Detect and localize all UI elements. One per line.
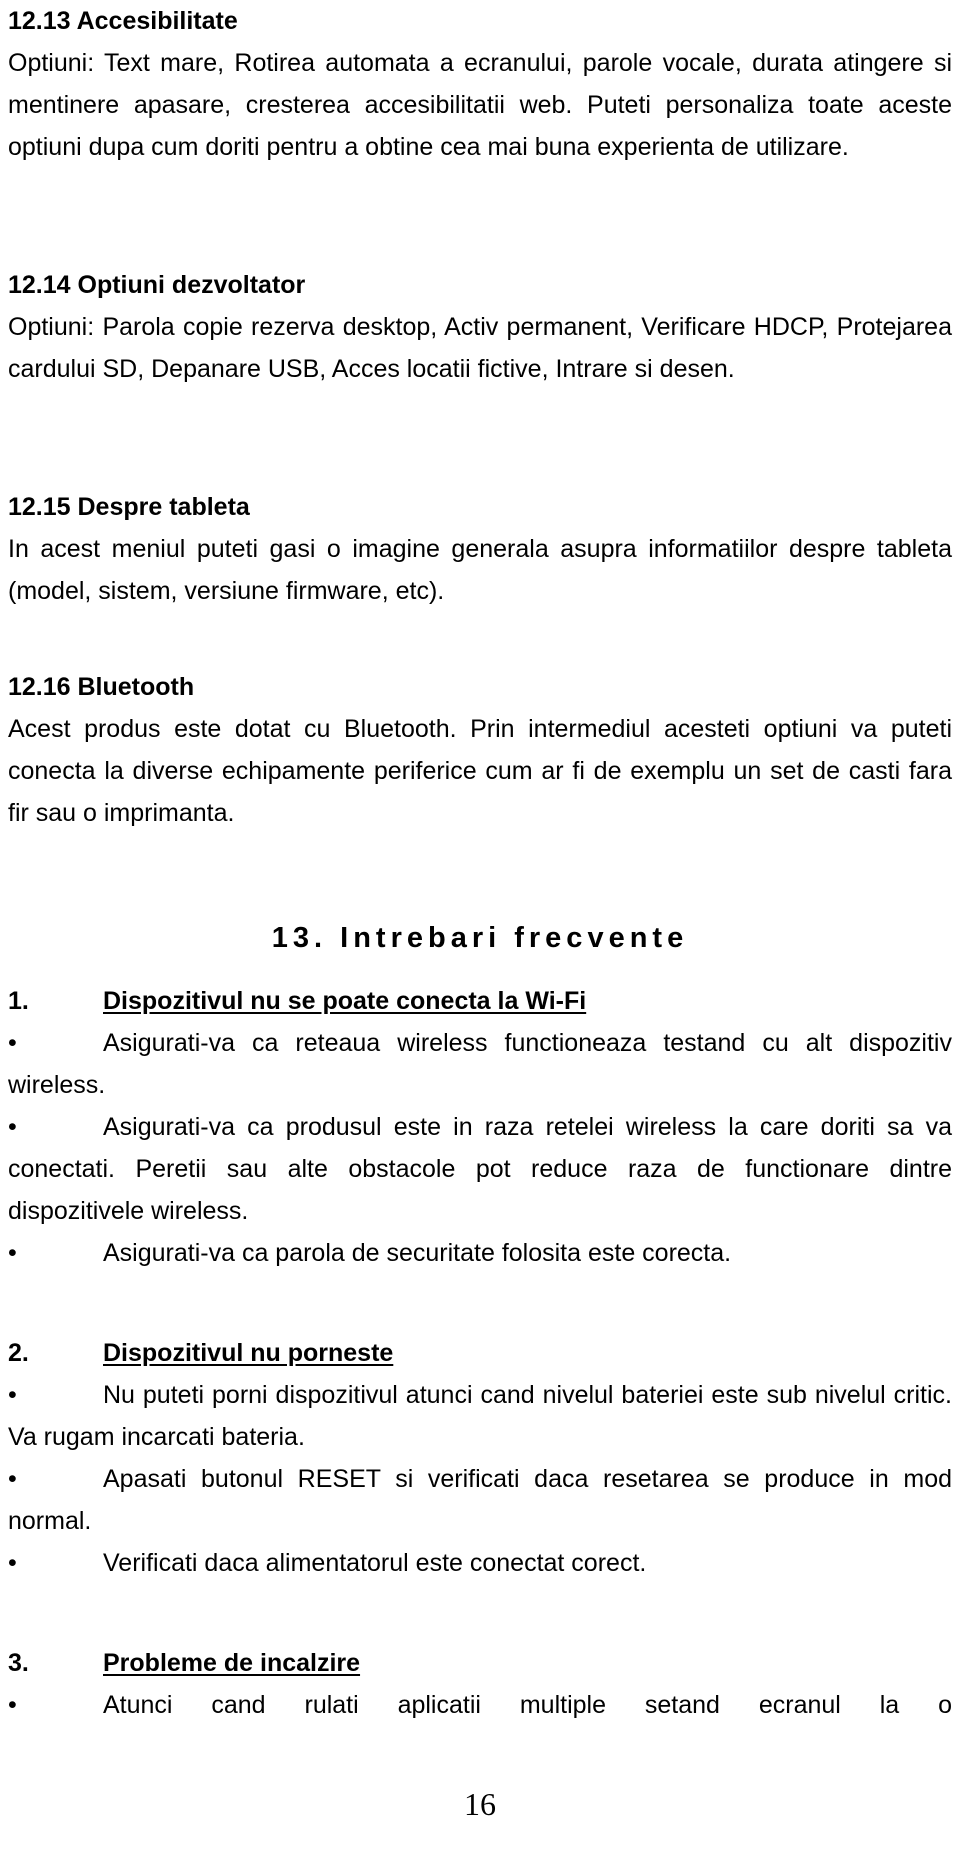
faq-bullet: • Atunci cand rulati aplicatii multiple setand ecranul la o xyxy=(8,1684,952,1726)
bullet-icon: • xyxy=(8,1239,17,1267)
faq-bullet: • Asigurati-va ca reteaua wireless functioneaza testand cu alt dispozitiv wireless. xyxy=(8,1022,952,1106)
faq-item-incalzire xyxy=(8,1642,952,1726)
section-heading: 12.14 Optiuni dezvoltator xyxy=(8,271,306,299)
bullet-icon: • xyxy=(8,1113,17,1141)
section-despre-tableta xyxy=(8,486,952,612)
faq-bullet: • Asigurati-va ca parola de securitate folosita este corecta. xyxy=(8,1232,952,1274)
section-accesibilitate xyxy=(8,0,952,168)
section-body: In acest meniul puteti gasi o imagine generala asupra informatiilor despre tableta (model, sistem, versiune firmware, etc). xyxy=(8,535,952,605)
bullet-icon: • xyxy=(8,1465,17,1493)
bullet-icon: • xyxy=(8,1691,17,1719)
section-heading: 12.16 Bluetooth xyxy=(8,673,195,701)
faq-question-title: Probleme de incalzire xyxy=(103,1649,361,1677)
faq-question-title: Dispozitivul nu se poate conecta la Wi-Fi xyxy=(103,987,587,1015)
faq-bullet: • Apasati butonul RESET si verificati daca resetarea se produce in mod normal. xyxy=(8,1458,952,1542)
faq-question xyxy=(8,1642,952,1684)
section-body: Optiuni: Text mare, Rotirea automata a ecranului, parole vocale, durata atingere si mentinere apasare, cresterea accesibilitatii web. Puteti personaliza toate aceste optiuni dupa cum doriti pentru a obtine cea mai buna experienta de utilizare. xyxy=(8,49,952,161)
faq-item-wifi xyxy=(8,980,952,1274)
section-body: Acest produs este dotat cu Bluetooth. Prin intermediul acesteti optiuni va puteti conecta la diverse echipamente periferice cum ar fi de exemplu un set de casti fara fir sau o imprimanta. xyxy=(8,715,952,827)
faq-title: 13. Intrebari frecvente xyxy=(271,922,689,954)
faq-question-title: Dispozitivul nu porneste xyxy=(103,1339,394,1367)
bullet-icon: • xyxy=(8,1029,17,1057)
section-heading: 12.15 Despre tableta xyxy=(8,493,250,521)
bullet-icon: • xyxy=(8,1381,17,1409)
faq-number: 3. xyxy=(8,1649,29,1677)
section-heading: 12.13 Accesibilitate xyxy=(8,7,238,35)
page-number: 16 xyxy=(464,1786,496,1822)
faq-item-pornire xyxy=(8,1332,952,1584)
faq-bullet: • Verificati daca alimentatorul este conectat corect. xyxy=(8,1542,952,1584)
faq-number: 2. xyxy=(8,1339,29,1367)
section-body: Optiuni: Parola copie rezerva desktop, Activ permanent, Verificare HDCP, Protejarea cardului SD, Depanare USB, Acces locatii fictive, Intrare si desen. xyxy=(8,313,952,383)
section-optiuni-dezvoltator xyxy=(8,264,952,390)
faq-bullet: • Asigurati-va ca produsul este in raza retelei wireless la care doriti sa va conectati. Peretii sau alte obstacole pot reduce raza de functionare dintre dispozitivele wireless. xyxy=(8,1106,952,1232)
bullet-icon: • xyxy=(8,1549,17,1577)
section-bluetooth xyxy=(8,666,952,834)
faq-question xyxy=(8,980,952,1022)
faq-number: 1. xyxy=(8,987,29,1015)
faq-question xyxy=(8,1332,952,1374)
faq-bullet: • Nu puteti porni dispozitivul atunci cand nivelul bateriei este sub nivelul critic. Va rugam incarcati bateria. xyxy=(8,1374,952,1458)
